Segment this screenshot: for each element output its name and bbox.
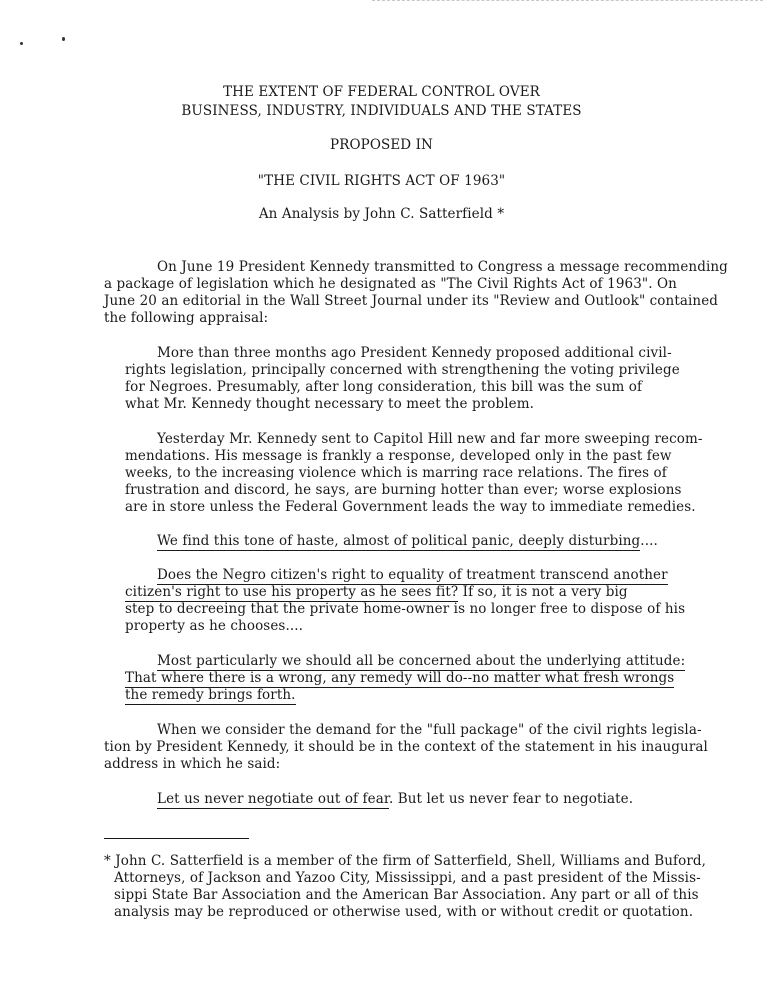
footnote-line: sippi State Bar Association and the American Bar Association. Any part or all of this bbox=[114, 887, 699, 903]
underlined-text: Does the Negro citizen's right to equality of treatment transcend another bbox=[157, 567, 668, 583]
quote-1-line: for Negroes. Presumably, after long consideration, this bill was the sum of bbox=[125, 379, 643, 395]
quote-5-line bbox=[125, 670, 674, 686]
intro-line: June 20 an editorial in the Wall Street Journal under its "Review and Outlook" contained bbox=[104, 293, 719, 309]
quote-3-line bbox=[157, 533, 658, 549]
footnote-rule bbox=[104, 838, 249, 839]
context-line: tion by President Kennedy, it should be in the context of the statement in his inaugural bbox=[104, 739, 708, 755]
title-act-name: "THE CIVIL RIGHTS ACT OF 1963" bbox=[257, 173, 506, 189]
quote-1-line: rights legislation, principally concerned with strengthening the voting privilege bbox=[125, 362, 680, 378]
quote-2-line: weeks, to the increasing violence which is marring race relations. The fires of bbox=[125, 465, 667, 481]
quote-2-line: Yesterday Mr. Kennedy sent to Capitol Hill new and far more sweeping recom- bbox=[157, 431, 703, 447]
underlined-text: That where there is a wrong, any remedy will do--no matter what fresh wrongs bbox=[125, 670, 675, 686]
intro-line: the following appraisal: bbox=[104, 310, 269, 326]
context-line: address in which he said: bbox=[104, 756, 281, 772]
intro-line: a package of legislation which he designated as "The Civil Rights Act of 1963". On bbox=[104, 276, 677, 292]
intro-line: On June 19 President Kennedy transmitted to Congress a message recommending bbox=[157, 259, 728, 275]
quote-2-line: mendations. His message is frankly a response, developed only in the past few bbox=[125, 448, 672, 464]
quote-4-line: step to decreeing that the private home-owner is no longer free to dispose of his bbox=[125, 601, 686, 617]
quote-1-line: what Mr. Kennedy thought necessary to meet the problem. bbox=[125, 396, 535, 412]
scan-speck bbox=[62, 37, 65, 41]
byline: An Analysis by John C. Satterfield * bbox=[258, 206, 505, 222]
context-line: When we consider the demand for the "full package" of the civil rights legisla- bbox=[157, 722, 702, 738]
quote-4-line bbox=[125, 584, 628, 600]
title-line-1: THE EXTENT OF FEDERAL CONTROL OVER bbox=[223, 84, 540, 100]
scan-speck bbox=[20, 42, 23, 45]
footnote-line: * John C. Satterfield is a member of the firm of Satterfield, Shell, Williams and Buford, bbox=[104, 853, 707, 869]
title-line-2: BUSINESS, INDUSTRY, INDIVIDUALS AND THE STATES bbox=[181, 103, 582, 119]
inaugural-quote bbox=[157, 791, 633, 807]
quote-1-line: More than three months ago President Kennedy proposed additional civil- bbox=[157, 345, 672, 361]
title-proposed-in: PROPOSED IN bbox=[330, 137, 433, 153]
underlined-text: Let us never negotiate out of fear bbox=[157, 791, 389, 807]
plain-text: . But let us never fear to negotiate. bbox=[388, 791, 634, 807]
underlined-text: citizen's right to use his property as he sees fit? bbox=[125, 584, 459, 600]
footnote-line: analysis may be reproduced or otherwise used, with or without credit or quotation. bbox=[114, 904, 694, 920]
quote-2-line: are in store unless the Federal Government leads the way to immediate remedies. bbox=[125, 499, 696, 515]
quote-4-line: property as he chooses.... bbox=[125, 618, 304, 634]
quote-2-line: frustration and discord, he says, are burning hotter than ever; worse explosions bbox=[125, 482, 682, 498]
quote-5-line bbox=[125, 687, 296, 703]
top-scan-edge bbox=[372, 0, 763, 7]
quote-4-line bbox=[157, 567, 668, 583]
quote-5-line bbox=[157, 653, 685, 669]
plain-text: If so, it is not a very big bbox=[458, 584, 628, 600]
ellipsis-text: .... bbox=[640, 533, 658, 549]
underlined-text: Most particularly we should all be concerned about the underlying attitude: bbox=[157, 653, 686, 669]
underlined-text: We find this tone of haste, almost of political panic, deeply disturbing bbox=[157, 533, 641, 549]
footnote-line: Attorneys, of Jackson and Yazoo City, Mississippi, and a past president of the Missis- bbox=[114, 870, 701, 886]
underlined-text: the remedy brings forth. bbox=[125, 687, 296, 703]
